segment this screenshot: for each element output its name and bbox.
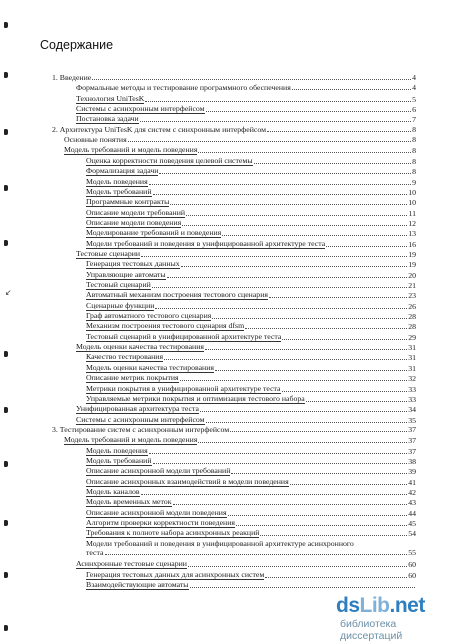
toc-entry-title: Алгоритм проверки корректности поведения: [86, 518, 235, 528]
watermark-caption: библиотека диссертаций: [340, 618, 403, 642]
toc-entry[interactable]: [86, 352, 416, 362]
toc-entry[interactable]: [86, 270, 416, 280]
toc-entry-title: Технология UniTesK: [76, 93, 145, 103]
toc-entry-title: 1. Введение: [52, 73, 92, 82]
toc-entry[interactable]: [86, 166, 416, 176]
toc-page-number: 4: [412, 73, 416, 82]
toc-entry[interactable]: [86, 156, 416, 166]
toc-leader-dots: [292, 83, 411, 90]
toc-leader-dots: [236, 519, 407, 526]
toc-entry[interactable]: [86, 332, 416, 342]
toc-page-number: 37: [408, 436, 416, 446]
toc-entry-title: Модель каналов: [86, 487, 140, 496]
toc-entry-title: Генерация тестовых данных: [86, 259, 180, 269]
toc-entry[interactable]: [52, 73, 416, 82]
toc-entry-title: Граф автоматного тестового сценария: [86, 311, 212, 321]
toc-page-number: 33: [408, 384, 416, 394]
toc-entry-title-cont: теста: [86, 547, 104, 557]
toc-leader-dots: [188, 560, 407, 567]
toc-leader-dots: [149, 447, 408, 454]
toc-entry[interactable]: [64, 435, 416, 445]
toc-page-number: 37: [408, 424, 416, 434]
toc-entry[interactable]: [76, 94, 416, 104]
toc-entry[interactable]: [52, 125, 416, 134]
toc-entry-title: Тестовый сценарий: [86, 280, 151, 289]
toc-page-number: 4: [412, 83, 416, 93]
binder-hole-mark: [4, 572, 8, 578]
binder-hole-mark: [4, 351, 8, 357]
toc-page-number: 29: [408, 332, 416, 342]
toc-entry-title: Системы с асинхронным интерфейсом: [76, 104, 205, 114]
toc-page-number: 31: [408, 343, 416, 353]
toc-leader-dots: [306, 395, 407, 402]
toc-leader-dots: [141, 250, 407, 257]
toc-entry[interactable]: [86, 384, 416, 394]
toc-page-number: 5: [412, 94, 416, 104]
toc-entry[interactable]: [86, 373, 416, 383]
toc-leader-dots: [198, 436, 407, 443]
toc-entry-title: Описание асинхронной модели требований: [86, 466, 231, 476]
toc-page-number: 28: [408, 312, 416, 322]
toc-entry-title: Генерация тестовых данных для асинхронных систем: [86, 569, 265, 579]
binder-hole-mark: [4, 407, 8, 413]
toc-entry-title: Сценарные функции: [86, 300, 155, 310]
toc-entry-title: Механизм построения тестового сценария dfsm: [86, 321, 245, 331]
toc-entry-title: Модель поведения: [86, 176, 148, 186]
toc-leader-dots: [198, 146, 411, 153]
toc-leader-dots: [231, 467, 407, 474]
toc-entry[interactable]: [86, 497, 416, 507]
toc-page-number: 60: [408, 570, 416, 580]
toc-entry[interactable]: [86, 321, 416, 331]
toc-entry[interactable]: [86, 446, 416, 456]
toc-leader-dots: [128, 135, 411, 142]
toc-page-number: 19: [408, 260, 416, 270]
toc-page-number: 8: [412, 167, 416, 177]
toc-entry-title: Программные контракты: [86, 197, 170, 207]
toc-page-number: 8: [412, 124, 416, 134]
toc-leader-dots: [92, 73, 411, 80]
toc-entry[interactable]: [86, 518, 416, 528]
toc-entry-title: Требования к полноте набора асинхронных реакций: [86, 528, 260, 538]
toc-entry[interactable]: [76, 114, 416, 124]
toc-entry-title: Постановка задачи: [76, 114, 139, 124]
toc-entry-title: Взаимодействующие автоматы: [86, 580, 189, 590]
toc-entry-title: Модель оценки качества тестирования: [86, 362, 214, 372]
toc-page-number: 26: [408, 301, 416, 311]
pen-mark: ↙: [5, 288, 12, 297]
toc-page-number: 37: [408, 446, 416, 456]
toc-leader-dots: [182, 219, 407, 226]
toc-page-number: 7: [412, 115, 416, 125]
toc-leader-dots: [254, 157, 412, 164]
toc-entry-title: Основные понятия: [64, 135, 127, 145]
toc-entry[interactable]: [86, 311, 416, 321]
toc-leader-dots: [155, 302, 407, 309]
toc-entry-title: Автоматный механизм построения тестового сценария: [86, 290, 268, 300]
toc-leader-dots: [152, 281, 407, 288]
toc-page-number: 8: [412, 156, 416, 166]
toc-leader-dots: [153, 457, 408, 464]
toc-entry-title: Оценка корректности поведения целевой системы: [86, 155, 253, 165]
toc-entry[interactable]: [86, 539, 416, 557]
toc-leader-dots: [290, 478, 408, 485]
toc-entry-title: Унифицированная архитектура теста: [76, 404, 199, 414]
binder-hole-mark: [4, 240, 8, 246]
toc-leader-dots: [153, 188, 408, 195]
toc-page-number: 20: [408, 270, 416, 280]
toc-entry-title: Модель требований и модель поведения: [64, 145, 198, 155]
toc-entry-title: Качество тестирования: [86, 352, 164, 362]
toc-entry-title: Управляемые метрики покрытия и оптимизация тестового набора: [86, 393, 305, 403]
toc-page-number: 8: [412, 135, 416, 145]
toc-entry[interactable]: [86, 301, 416, 311]
toc-entry[interactable]: [76, 404, 416, 414]
toc-leader-dots: [186, 209, 407, 216]
toc-page-number: 13: [408, 229, 416, 239]
toc-page-number: 43: [408, 498, 416, 508]
toc-entry[interactable]: [64, 145, 416, 155]
toc-page-number: 21: [408, 281, 416, 290]
toc-page-number: 19: [408, 249, 416, 259]
toc-leader-dots: [170, 198, 407, 205]
toc-page-number: 35: [408, 415, 416, 425]
toc-leader-dots: [145, 95, 411, 102]
page-title: Содержание: [40, 38, 114, 52]
toc-entry[interactable]: [86, 466, 416, 476]
toc-entry-title: Модель временных меток: [86, 497, 172, 507]
toc-entry[interactable]: [86, 487, 416, 497]
toc-page-number: 10: [408, 198, 416, 208]
binder-hole-mark: [4, 185, 8, 191]
toc-page-number: 11: [408, 208, 416, 218]
toc-entry-title: 2. Архитектура UniTesK для систем с синхронным интерфейсом: [52, 124, 267, 134]
toc-leader-dots: [141, 488, 408, 495]
toc-entry[interactable]: [86, 177, 416, 187]
toc-entry-title: Описание асинхронной модели поведения: [86, 507, 227, 517]
toc-entry[interactable]: [76, 104, 416, 114]
toc-entry-title: Описание модели поведения: [86, 217, 182, 227]
toc-entry[interactable]: [86, 197, 416, 207]
toc-leader-dots: [149, 178, 411, 185]
toc-leader-dots: [222, 229, 407, 236]
binder-hole-mark: [4, 461, 8, 467]
toc-entry[interactable]: [86, 477, 416, 487]
toc-entry-title: Модель требований и модель поведения: [64, 435, 198, 445]
toc-entry[interactable]: [86, 239, 416, 249]
toc-entry[interactable]: [76, 249, 416, 259]
toc-entry-title: Тестовые сценарии: [76, 248, 141, 258]
toc-entry-title: Формальные методы и тестирование программного обеспечения: [76, 83, 291, 93]
toc-entry[interactable]: [86, 228, 416, 238]
toc-leader-dots: [205, 343, 407, 350]
toc-leader-dots: [245, 322, 407, 329]
toc-leader-dots: [140, 115, 411, 122]
toc-entry-title: Формализация задачи: [86, 166, 159, 176]
toc-leader-dots: [267, 125, 411, 132]
toc-entry-title: Моделирование требований и поведения: [86, 228, 222, 238]
toc-entry-title: Модель требований: [86, 186, 152, 196]
toc-entry[interactable]: [86, 528, 416, 538]
toc-entry[interactable]: [86, 187, 416, 197]
toc-page-number: 33: [408, 394, 416, 404]
toc-page-number: 45: [408, 519, 416, 529]
toc-entry[interactable]: [86, 570, 416, 580]
toc-page-number: 34: [408, 405, 416, 415]
toc-entry[interactable]: [86, 456, 416, 466]
toc-page-number: 9: [412, 177, 416, 187]
toc-entry[interactable]: [76, 342, 416, 352]
toc-entry[interactable]: [86, 363, 416, 373]
toc-page-number: 41: [408, 477, 416, 487]
toc-leader-dots: [181, 260, 408, 267]
toc-page-number: 6: [412, 105, 416, 115]
toc-leader-dots: [167, 271, 408, 278]
toc-entry-title: Описание метрик покрытия: [86, 373, 179, 383]
toc-leader-dots: [173, 498, 408, 505]
toc-page-number: 60: [408, 560, 416, 570]
toc-entry-title: Модели требований и поведения в унифицированной архитектуре теста: [86, 238, 326, 248]
toc-entry[interactable]: [86, 508, 416, 518]
toc-entry-title: Модель требований: [86, 455, 152, 465]
toc-page-number: 39: [408, 467, 416, 477]
toc-leader-dots: [269, 291, 407, 298]
toc-page-number: 38: [408, 456, 416, 466]
binder-hole-mark: [4, 625, 8, 631]
toc-leader-dots: [212, 312, 407, 319]
toc-page-number: 8: [412, 146, 416, 156]
toc-leader-dots: [230, 425, 407, 432]
toc-page-number: 16: [408, 239, 416, 249]
toc-entry[interactable]: [76, 559, 416, 569]
toc-entry[interactable]: [52, 425, 416, 434]
toc-page-number: 23: [408, 291, 416, 301]
toc-leader-dots: [228, 509, 408, 516]
toc-leader-dots: [265, 571, 407, 578]
toc-page-number: 32: [408, 374, 416, 384]
toc-leader-dots: [164, 353, 407, 360]
toc-entry-title: Управляющие автоматы: [86, 269, 166, 279]
toc-entry-title: Описание асинхронных взаимодействий в модели поведения: [86, 476, 289, 486]
toc-leader-dots: [326, 240, 407, 247]
toc-leader-dots: [180, 374, 408, 381]
toc-page-number: 55: [408, 547, 416, 557]
toc-entry-title: Асинхронные тестовые сценарии: [76, 559, 187, 569]
toc-entry-title: Описание модели требований: [86, 207, 186, 217]
toc-page-number: 12: [408, 218, 416, 228]
toc-leader-dots: [159, 167, 411, 174]
toc-entry-title: Модели требований и поведения в унифицированной архитектуре асинхронного: [86, 538, 354, 548]
toc-page-number: 10: [408, 187, 416, 197]
toc-entry[interactable]: [86, 218, 416, 228]
toc-entry-title: Тестовый сценарий в унифицированной архитектуре теста: [86, 331, 282, 341]
toc-entry-title: Метрики покрытия в унифицированной архитектуре теста: [86, 383, 281, 393]
toc-entry[interactable]: [86, 290, 416, 300]
toc-entry[interactable]: [86, 208, 416, 218]
binder-hole-mark: [4, 520, 8, 526]
toc-leader-dots: [206, 105, 411, 112]
toc-entry[interactable]: [86, 394, 416, 404]
toc-page-number: 42: [408, 488, 416, 497]
watermark-logo: dsLib.net: [336, 594, 425, 617]
toc-page-number: 54: [408, 529, 416, 539]
binder-hole-mark: [4, 22, 8, 28]
toc-page-number: 31: [408, 353, 416, 363]
toc-leader-dots: [215, 364, 407, 371]
toc-leader-dots: [190, 581, 415, 588]
toc-entry[interactable]: [86, 580, 416, 590]
toc-entry[interactable]: [64, 135, 416, 144]
toc-entry-title: Модель поведения: [86, 445, 148, 455]
watermark: [336, 594, 425, 618]
toc-page-number: 44: [408, 508, 416, 518]
toc-leader-dots: [260, 529, 407, 536]
toc-entry[interactable]: [86, 280, 416, 290]
toc-leader-dots: [206, 416, 408, 423]
toc-entry-title: 3. Тестирование систем с асинхронным интерфейсом: [52, 424, 230, 434]
toc-entry-title: Системы с асинхронным интерфейсом: [76, 414, 205, 424]
binder-hole-mark: [4, 72, 8, 78]
toc-leader-dots: [282, 333, 407, 340]
toc-entry-title: Модель оценки качества тестирования: [76, 342, 204, 352]
binder-hole-mark: [4, 129, 8, 135]
toc-leader-dots: [105, 548, 408, 555]
toc-entry[interactable]: [76, 415, 416, 425]
toc-entry[interactable]: [86, 259, 416, 269]
toc-page-number: 28: [408, 322, 416, 332]
toc-entry[interactable]: [76, 83, 416, 92]
toc-page-number: 31: [408, 363, 416, 373]
toc-leader-dots: [282, 385, 408, 392]
toc-leader-dots: [200, 405, 407, 412]
